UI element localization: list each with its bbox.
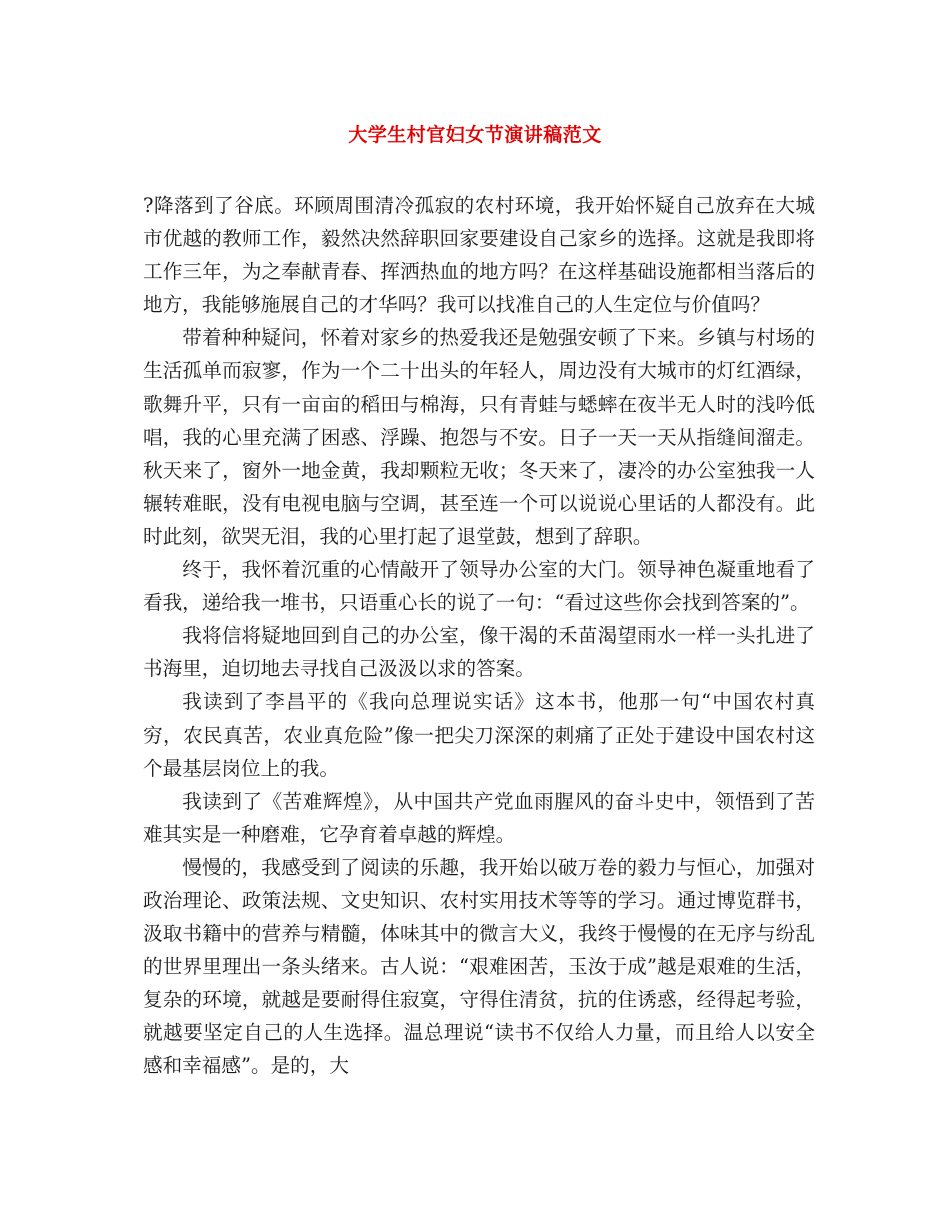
paragraph-2: 带着种种疑问，怀着对家乡的热爱我还是勉强安顿了下来。乡镇与村场的生活孤单而寂寥，作为一个二十出头的年轻人，周边没有大城市的灯红酒绿，歌舞升平，只有一亩亩的稻田与棉海，只有青蛙与蟋蟀在夜半无人时的浅吟低唱，我的心里充满了困惑、浮躁、抱怨与不安。日子一天一天从指缝间溜走。秋天来了，窗外一地金黄，我却颗粒无收；冬天来了，凄冷的办公室独我一人辗转难眠，没有电视电脑与空调，甚至连一个可以说说心里话的人都没有。此时此刻，欲哭无泪，我的心里打起了退堂鼓，想到了辞职。 xyxy=(143,326,815,548)
paragraph-6: 我读到了《苦难辉煌》，从中国共产党血雨腥风的奋斗史中，领悟到了苦难其实是一种磨难，它孕育着卓越的辉煌。 xyxy=(143,789,815,846)
document-body xyxy=(143,189,815,1083)
paragraph-5: 我读到了李昌平的《我向总理说实话》这本书，他那一句“中国农村真穷，农民真苦，农业真危险”像一把尖刀深深的刺痛了正处于建设中国农村这个最基层岗位上的我。 xyxy=(143,690,815,780)
paragraph-3: 终于，我怀着沉重的心情敲开了领导办公室的大门。领导神色凝重地看了看我，递给我一堆书，只语重心长的说了一句：“看过这些你会找到答案的”。 xyxy=(143,558,815,615)
paragraph-4: 我将信将疑地回到自己的办公室，像干渴的禾苗渴望雨水一样一头扎进了书海里，迫切地去寻找自己汲汲以求的答案。 xyxy=(143,624,815,681)
document-title: 大学生村官妇女节演讲稿范文 xyxy=(348,124,602,146)
paragraph-1: ?降落到了谷底。环顾周围清冷孤寂的农村环境，我开始怀疑自己放弃在大城市优越的教师工作，毅然决然辞职回家要建设自己家乡的选择。这就是我即将工作三年，为之奉献青春、挥洒热血的地方吗？在这样基础设施都相当落后的地方，我能够施展自己的才华吗？我可以找准自己的人生定位与价值吗？ xyxy=(143,194,815,317)
paragraph-7: 慢慢的，我感受到了阅读的乐趣，我开始以破万卷的毅力与恒心，加强对政治理论、政策法规、文史知识、农村实用技术等等的学习。通过博览群书，汲取书籍中的营养与精髓，体味其中的微言大义，我终于慢慢的在无序与纷乱的世界里理出一条头绪来。古人说：“艰难困苦，玉汝于成”越是艰难的生活，复杂的环境，就越是要耐得住寂寞，守得住清贫，抗的住诱惑，经得起考验，就越要坚定自己的人生选择。温总理说“读书不仅给人力量，而且给人以安全感和幸福感”。是的，大 xyxy=(143,855,815,1078)
